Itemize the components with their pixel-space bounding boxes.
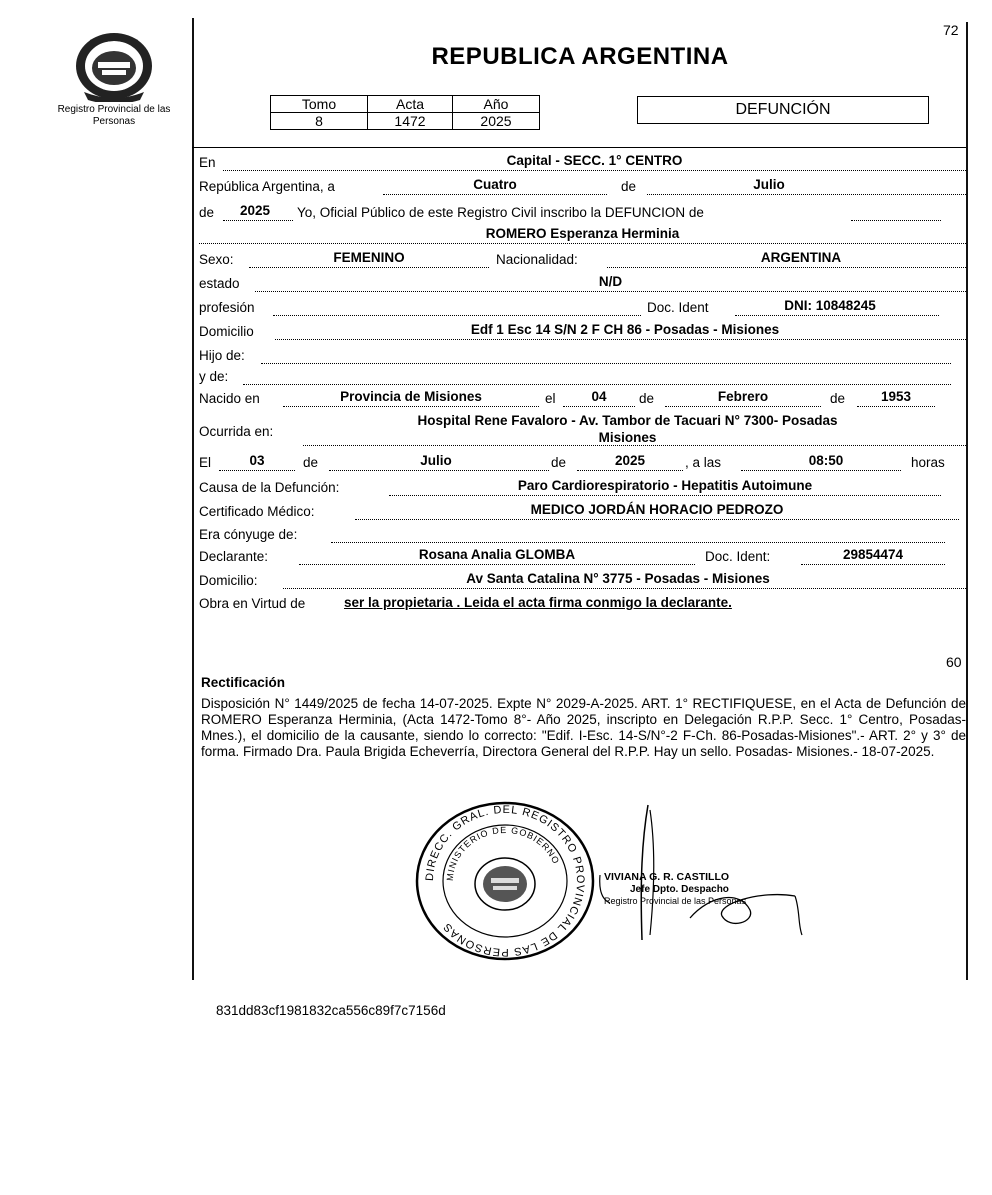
nacido-label: Nacido en [199, 391, 260, 406]
tomo-header: Tomo [271, 96, 368, 113]
decl-doc-value: 29854474 [842, 547, 904, 562]
stamp-inner-text: MINISTERIO DE GOBIERNO [444, 824, 562, 882]
official-stamp-icon [405, 800, 605, 962]
document-hash: 831dd83cf1981832ca556c89f7c7156d [216, 1003, 446, 1018]
death-de1: de [303, 455, 319, 470]
row-conyuge [199, 525, 966, 545]
anio-header: Año [453, 96, 540, 113]
doc-value: DNI: 10848245 [784, 298, 876, 313]
birth-de1: de [639, 391, 655, 406]
acta-value: 1472 [368, 113, 453, 130]
row-year [199, 203, 966, 223]
registry-caption: Registro Provincial de las Personas [57, 104, 171, 127]
sexo-label: Sexo: [199, 252, 234, 267]
row-causa [199, 478, 966, 498]
ocurrida-label: Ocurrida en: [199, 424, 274, 439]
acta-header: Acta [368, 96, 453, 113]
row-obra [199, 594, 966, 614]
deceased-name: ROMERO Esperanza Herminia [485, 226, 680, 241]
yde-label: y de: [199, 369, 229, 384]
estado-value: N/D [598, 274, 623, 289]
nacionalidad-value: ARGENTINA [760, 250, 842, 265]
officer-text: Yo, Oficial Público de este Registro Civil inscribo la DEFUNCION de [297, 205, 704, 220]
en-value: Capital - SECC. 1° CENTRO [506, 153, 683, 168]
ocurrida-value [300, 412, 955, 446]
obra-value: ser la propietaria . Leida el acta firma conmigo la declarante. [344, 595, 732, 610]
certificado-value: MEDICO JORDÁN HORACIO PEDROZO [530, 502, 784, 517]
tomo-value: 8 [271, 113, 368, 130]
domicilio-value: Edf 1 Esc 14 S/N 2 F CH 86 - Posadas - Misiones [470, 322, 780, 337]
causa-value: Paro Cardiorespiratorio - Hepatitis Autoimune [517, 478, 813, 493]
row-deceased [199, 226, 966, 246]
de-label: de [621, 179, 637, 194]
year-prefix: de [199, 205, 215, 220]
row-domicilio [199, 322, 966, 342]
rectificacion-title: Rectificación [201, 675, 286, 690]
birth-year: 1953 [880, 389, 912, 404]
death-month: Julio [420, 453, 452, 468]
row-nacido [199, 389, 966, 409]
right-margin-line [966, 22, 968, 980]
hijo-label: Hijo de: [199, 348, 245, 363]
death-el-label: El [199, 455, 212, 470]
row-declarante [199, 547, 966, 567]
signature-office: Registro Provincial de las Personas [604, 896, 747, 906]
profesion-label: profesión [199, 300, 255, 315]
declarante-value: Rosana Analia GLOMBA [418, 547, 576, 562]
handwritten-signature-icon [590, 800, 820, 950]
record-type-box: DEFUNCIÓN [637, 96, 929, 124]
row-estado [199, 274, 966, 294]
year-value: 2025 [239, 203, 271, 218]
page-number-top: 72 [943, 22, 959, 38]
birth-de2: de [830, 391, 846, 406]
row-yde [199, 367, 966, 387]
tomo-acta-table [270, 95, 540, 130]
decl-domicilio-label: Domicilio: [199, 573, 258, 588]
nacido-value: Provincia de Misiones [340, 389, 482, 404]
estado-label: estado [199, 276, 240, 291]
decl-domicilio-value: Av Santa Catalina N° 3775 - Posadas - Misiones [466, 571, 770, 586]
death-time: 08:50 [808, 453, 844, 468]
conyuge-label: Era cónyuge de: [199, 527, 298, 542]
death-de2: de [551, 455, 567, 470]
domicilio-label: Domicilio [199, 324, 254, 339]
el-label: el [545, 391, 556, 406]
death-year: 2025 [614, 453, 646, 468]
row-profesion [199, 298, 966, 318]
horas-label: horas [911, 455, 945, 470]
signature-title: Jefe Dpto. Despacho [630, 884, 729, 895]
ocurrida-line1: Hospital Rene Favaloro - Av. Tambor de Tacuari N° 7300- Posadas [417, 413, 838, 428]
birth-day: 04 [591, 389, 607, 404]
sexo-value: FEMENINO [333, 250, 405, 265]
left-margin-line [192, 18, 194, 980]
rectificacion-body: Disposición N° 1449/2025 de fecha 14-07-2025. Expte N° 2029-A-2025. ART. 1° RECTIFIQUESE, en el Acta de Defunción de ROMERO Esperanza Herminia, (Acta 1472-Tomo 8°- Año 2025, inscripto en Delegación R.P.P. Secc. 1° Centro, Posadas-Mnes.), el domicilio de la causante, siendo lo correcto: "Edif. I-Esc. 14-S/N°-2 F-Ch. 86-Posadas-Misiones".- ART. 2° y 3° de forma. Firmado Dra. Paula Brigida Echeverría, Directora General del R.P.P. Hay un sello. Posadas- Misiones.- 18-07-2025. [201, 696, 966, 759]
causa-label: Causa de la Defunción: [199, 480, 340, 495]
ocurrida-line2: Misiones [598, 430, 657, 445]
row-en [199, 153, 966, 173]
row-decl-domicilio [199, 571, 966, 591]
death-day: 03 [249, 453, 265, 468]
alas-label: , a las [685, 455, 722, 470]
row-sexo [199, 250, 966, 270]
en-label: En [199, 155, 216, 170]
decl-doc-label: Doc. Ident: [705, 549, 771, 564]
doc-label: Doc. Ident [647, 300, 709, 315]
stamp-outer-text: DIRECC. GRAL. DEL REGISTRO PROVINCIAL DE LAS PERSONAS [423, 803, 587, 959]
page-number-side: 60 [946, 654, 962, 670]
row-republica [199, 177, 966, 197]
nacionalidad-label: Nacionalidad: [496, 252, 578, 267]
anio-value: 2025 [453, 113, 540, 130]
row-certificado [199, 502, 966, 522]
header-divider [192, 147, 966, 148]
row-hijo [199, 346, 966, 366]
obra-label: Obra en Virtud de [199, 596, 306, 611]
day-words: Cuatro [473, 177, 517, 192]
document-title: REPUBLICA ARGENTINA [431, 43, 729, 70]
declarante-label: Declarante: [199, 549, 269, 564]
row-death-date [199, 453, 966, 473]
birth-month: Febrero [717, 389, 769, 404]
republica-label: República Argentina, a [199, 179, 335, 194]
month-value: Julio [753, 177, 785, 192]
signature-name: VIVIANA G. R. CASTILLO [604, 871, 730, 883]
certificado-label: Certificado Médico: [199, 504, 315, 519]
